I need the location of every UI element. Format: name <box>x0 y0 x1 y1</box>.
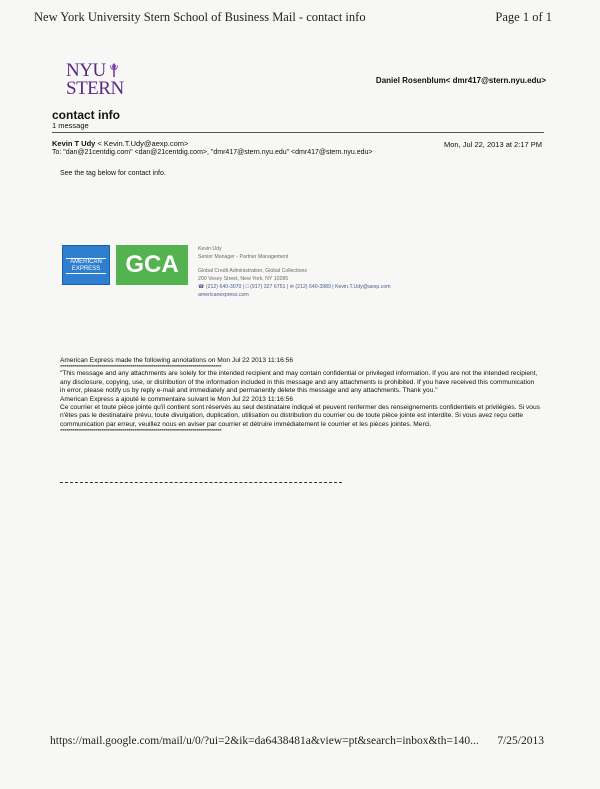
gca-logo: GCA <box>116 245 188 285</box>
print-header-title: New York University Stern School of Business Mail - contact info <box>34 10 366 24</box>
annotation-body-fr: Ce courrier et toute pièce jointe qu'il contient sont réservés au seul destinataire indiqué et peuvent renfermer des renseignements confidentiels et privilégiés. Si vous n'êtes pas le destinataire prévu, toute divulgation, duplication, utilisation ou distribution du courrier ou de toute pièce jointe est interdite. Si vous avez reçu cette communication par erreur, veuillez nous en aviser par courrier et détruire immédiatement le courrier et les pièces jointes. Merci. <box>60 404 540 428</box>
amex-logo-line-2: EXPRESS <box>71 266 101 272</box>
nyu-stern-logo[interactable] <box>66 62 128 98</box>
account-user: Daniel Rosenblum< dmr417@stern.nyu.edu> <box>375 76 546 85</box>
amex-logo-line-1: AMERICAN <box>70 259 102 265</box>
sender-line <box>52 139 188 148</box>
recipients-line: To: "dan@21centdig.com" <dan@21centdig.com>, "dmr417@stern.nyu.edu" <dmr417@stern.nyu.edu> <box>52 149 373 156</box>
print-header <box>34 10 552 25</box>
message-intro: See the tag below for contact info. <box>60 170 166 177</box>
signature-name: Kevin Udy <box>198 246 222 252</box>
thread-subject: contact info <box>52 108 120 122</box>
header-divider <box>52 132 544 133</box>
sender-name: Kevin T Udy <box>52 139 96 148</box>
sender-email: < Kevin.T.Udy@aexp.com> <box>97 139 189 148</box>
print-footer-date: 7/25/2013 <box>497 735 544 747</box>
signature-title: Senior Manager - Partner Management <box>198 254 289 261</box>
annotation-stars: ****************************************************************************** <box>60 365 222 371</box>
print-footer <box>50 735 544 747</box>
annotation-stars-end: ****************************************************************************** <box>60 429 222 435</box>
torch-icon <box>108 62 120 78</box>
message-end-divider <box>60 482 342 483</box>
amex-logo-text <box>66 258 106 274</box>
annotation-header-fr: American Express a ajouté le commentaire suivant le Mon Jul 22 2013 11:16:56 <box>60 395 293 403</box>
annotation-header-en: American Express made the following annotations on Mon Jul 22 2013 11:16:56 <box>60 357 294 364</box>
signature-org: Global Credit Administration, Global Collections <box>198 267 307 274</box>
american-express-logo <box>62 245 110 285</box>
print-footer-url: https://mail.google.com/mail/u/0/?ui=2&ik=da6438481a&view=pt&search=inbox&th=140... <box>50 735 479 747</box>
signature-phones: ☎ (212) 640-3070 | □ (917) 327 6751 | ✉ (212) 640-3989 | Kevin.T.Udy@aexp.com <box>198 284 391 291</box>
message-date: Mon, Jul 22, 2013 at 2:17 PM <box>444 140 542 149</box>
signature-site[interactable]: americanexpress.com <box>198 292 249 299</box>
signature-address: 200 Vesey Street, New York, NY 10285 <box>198 275 289 282</box>
message-count: 1 message <box>52 121 89 130</box>
annotation-body-en: "This message and any attachments are solely for the intended recipient and may contain confidential or privileged information. If you are not the intended recipient, any disclosure, copying, use, or distribution of the information included in this message and any attachments is prohibited. If you have received this communication in error, please notify us by reply e-mail and immediately and permanently delete this message and any attachments. Thank you." <box>60 370 538 395</box>
logo-line-nyu: NYU <box>66 60 106 81</box>
legal-annotations <box>60 357 540 434</box>
email-signature <box>198 245 391 300</box>
logo-line-stern: STERN <box>66 78 124 99</box>
print-page-number: Page 1 of 1 <box>495 10 552 24</box>
